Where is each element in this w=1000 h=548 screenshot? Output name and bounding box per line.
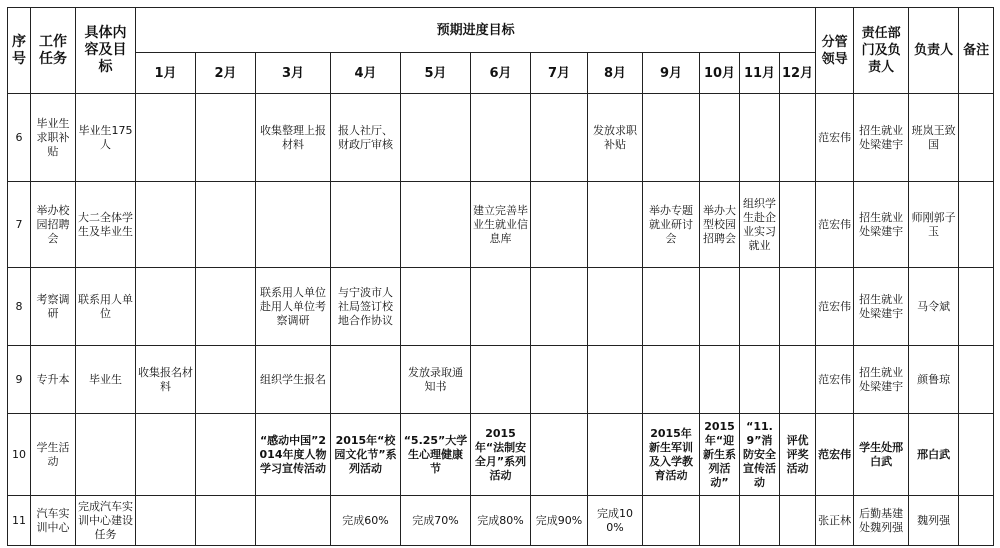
row-task: 毕业生求职补贴 xyxy=(31,94,76,182)
row-month-9-cell xyxy=(643,268,700,346)
row-dept: 后勤基建处魏列强 xyxy=(854,496,909,546)
header-month-8: 8月 xyxy=(588,53,643,94)
row-leader: 范宏伟 xyxy=(816,268,854,346)
row-month-1-cell xyxy=(136,268,196,346)
row-task: 学生活动 xyxy=(31,414,76,496)
row-month-2-cell xyxy=(196,182,256,268)
row-leader: 范宏伟 xyxy=(816,182,854,268)
table-row xyxy=(8,94,994,182)
row-person: 邢白武 xyxy=(909,414,959,496)
row-month-8-cell xyxy=(588,346,643,414)
row-dept: 招生就业处梁建宇 xyxy=(854,346,909,414)
row-month-11-cell: “11.9”消防安全宣传活动 xyxy=(740,414,780,496)
table-row xyxy=(8,414,994,496)
row-month-4-cell xyxy=(331,346,401,414)
row-month-3-cell: “感动中国”2014年度人物学习宣传活动 xyxy=(256,414,331,496)
row-month-11-cell xyxy=(740,496,780,546)
row-content: 毕业生 xyxy=(76,346,136,414)
row-month-8-cell: 完成100% xyxy=(588,496,643,546)
row-month-5-cell xyxy=(401,94,471,182)
row-month-6-cell xyxy=(471,94,531,182)
row-month-5-cell xyxy=(401,268,471,346)
row-month-1-cell xyxy=(136,94,196,182)
row-note xyxy=(959,182,994,268)
row-month-5-cell: 完成70% xyxy=(401,496,471,546)
row-month-6-cell: 建立完善毕业生就业信息库 xyxy=(471,182,531,268)
row-person: 班岚王致国 xyxy=(909,94,959,182)
row-month-12-cell xyxy=(780,182,816,268)
row-month-7-cell xyxy=(531,94,588,182)
row-month-1-cell xyxy=(136,414,196,496)
row-content: 大二全体学生及毕业生 xyxy=(76,182,136,268)
row-month-3-cell: 组织学生报名 xyxy=(256,346,331,414)
row-month-2-cell xyxy=(196,268,256,346)
row-seq: 11 xyxy=(8,496,31,546)
row-month-2-cell xyxy=(196,346,256,414)
row-month-3-cell: 收集整理上报材料 xyxy=(256,94,331,182)
table-row xyxy=(8,346,994,414)
header-month-7: 7月 xyxy=(531,53,588,94)
row-month-1-cell: 收集报名材料 xyxy=(136,346,196,414)
row-month-12-cell: 评优评奖活动 xyxy=(780,414,816,496)
row-month-9-cell xyxy=(643,346,700,414)
row-month-3-cell xyxy=(256,182,331,268)
header-month-6: 6月 xyxy=(471,53,531,94)
table-row xyxy=(8,182,994,268)
row-month-6-cell xyxy=(471,268,531,346)
header-person: 负责人 xyxy=(909,8,959,94)
row-month-10-cell xyxy=(700,346,740,414)
row-leader: 张正林 xyxy=(816,496,854,546)
row-content xyxy=(76,414,136,496)
table-body xyxy=(8,94,994,546)
row-month-11-cell xyxy=(740,268,780,346)
header-month-2: 2月 xyxy=(196,53,256,94)
row-person: 颜鲁琼 xyxy=(909,346,959,414)
row-month-8-cell xyxy=(588,182,643,268)
row-month-10-cell: 2015年“迎新生系列活动” xyxy=(700,414,740,496)
row-month-8-cell: 发放求职补贴 xyxy=(588,94,643,182)
row-month-12-cell xyxy=(780,496,816,546)
header-month-5: 5月 xyxy=(401,53,471,94)
row-note xyxy=(959,496,994,546)
row-month-10-cell: 举办大型校园招聘会 xyxy=(700,182,740,268)
row-month-8-cell xyxy=(588,414,643,496)
row-month-7-cell xyxy=(531,346,588,414)
row-month-6-cell: 2015年“法制安全月”系列活动 xyxy=(471,414,531,496)
row-month-10-cell xyxy=(700,496,740,546)
row-month-9-cell xyxy=(643,496,700,546)
header-month-12: 12月 xyxy=(780,53,816,94)
row-content: 毕业生175人 xyxy=(76,94,136,182)
table-row xyxy=(8,496,994,546)
row-month-12-cell xyxy=(780,346,816,414)
row-month-4-cell: 2015年“校园文化节”系列活动 xyxy=(331,414,401,496)
row-month-5-cell: 发放录取通知书 xyxy=(401,346,471,414)
header-month-9: 9月 xyxy=(643,53,700,94)
row-month-4-cell xyxy=(331,182,401,268)
row-month-11-cell xyxy=(740,94,780,182)
row-month-2-cell xyxy=(196,94,256,182)
row-leader: 范宏伟 xyxy=(816,346,854,414)
row-month-6-cell xyxy=(471,346,531,414)
row-month-6-cell: 完成80% xyxy=(471,496,531,546)
header-month-4: 4月 xyxy=(331,53,401,94)
row-month-9-cell: 2015年新生军训及入学教育活动 xyxy=(643,414,700,496)
table-row xyxy=(8,268,994,346)
row-month-4-cell: 报人社厅、财政厅审核 xyxy=(331,94,401,182)
header-note: 备注 xyxy=(959,8,994,94)
header-month-3: 3月 xyxy=(256,53,331,94)
header-leader: 分管领导 xyxy=(816,8,854,94)
row-content: 联系用人单位 xyxy=(76,268,136,346)
row-task: 举办校园招聘会 xyxy=(31,182,76,268)
row-month-7-cell: 完成90% xyxy=(531,496,588,546)
header-task: 工作任务 xyxy=(31,8,76,94)
row-task: 专升本 xyxy=(31,346,76,414)
row-note xyxy=(959,414,994,496)
row-task: 考察调研 xyxy=(31,268,76,346)
row-month-3-cell: 联系用人单位赴用人单位考察调研 xyxy=(256,268,331,346)
row-month-7-cell xyxy=(531,182,588,268)
row-leader: 范宏伟 xyxy=(816,94,854,182)
row-month-3-cell xyxy=(256,496,331,546)
row-month-5-cell: “5.25”大学生心理健康节 xyxy=(401,414,471,496)
row-note xyxy=(959,94,994,182)
row-month-11-cell: 组织学生赴企业实习就业 xyxy=(740,182,780,268)
header-month-11: 11月 xyxy=(740,53,780,94)
row-seq: 9 xyxy=(8,346,31,414)
row-month-12-cell xyxy=(780,268,816,346)
progress-plan-table xyxy=(7,7,994,546)
row-content: 完成汽车实训中心建设任务 xyxy=(76,496,136,546)
row-month-10-cell xyxy=(700,94,740,182)
row-task: 汽车实训中心 xyxy=(31,496,76,546)
row-seq: 8 xyxy=(8,268,31,346)
row-dept: 招生就业处梁建宇 xyxy=(854,94,909,182)
row-month-2-cell xyxy=(196,414,256,496)
row-month-2-cell xyxy=(196,496,256,546)
row-seq: 10 xyxy=(8,414,31,496)
row-dept: 学生处邢白武 xyxy=(854,414,909,496)
row-month-1-cell xyxy=(136,182,196,268)
row-note xyxy=(959,268,994,346)
row-leader: 范宏伟 xyxy=(816,414,854,496)
row-dept: 招生就业处梁建宇 xyxy=(854,268,909,346)
row-person: 师刚郭子玉 xyxy=(909,182,959,268)
row-month-11-cell xyxy=(740,346,780,414)
row-month-10-cell xyxy=(700,268,740,346)
row-month-7-cell xyxy=(531,414,588,496)
header-month-10: 10月 xyxy=(700,53,740,94)
row-note xyxy=(959,346,994,414)
header-content: 具体内容及目标 xyxy=(76,8,136,94)
row-month-1-cell xyxy=(136,496,196,546)
row-month-9-cell: 举办专题就业研讨会 xyxy=(643,182,700,268)
row-month-9-cell xyxy=(643,94,700,182)
row-month-8-cell xyxy=(588,268,643,346)
header-seq: 序号 xyxy=(8,8,31,94)
plan-table-wrapper xyxy=(7,7,994,546)
row-month-4-cell: 完成60% xyxy=(331,496,401,546)
row-person: 马令斌 xyxy=(909,268,959,346)
row-month-4-cell: 与宁波市人社局签订校地合作协议 xyxy=(331,268,401,346)
row-seq: 7 xyxy=(8,182,31,268)
row-dept: 招生就业处梁建宇 xyxy=(854,182,909,268)
row-seq: 6 xyxy=(8,94,31,182)
header-dept: 责任部门及负责人 xyxy=(854,8,909,94)
row-month-7-cell xyxy=(531,268,588,346)
row-person: 魏列强 xyxy=(909,496,959,546)
row-month-5-cell xyxy=(401,182,471,268)
row-month-12-cell xyxy=(780,94,816,182)
header-month-1: 1月 xyxy=(136,53,196,94)
header-progress: 预期进度目标 xyxy=(136,8,816,53)
